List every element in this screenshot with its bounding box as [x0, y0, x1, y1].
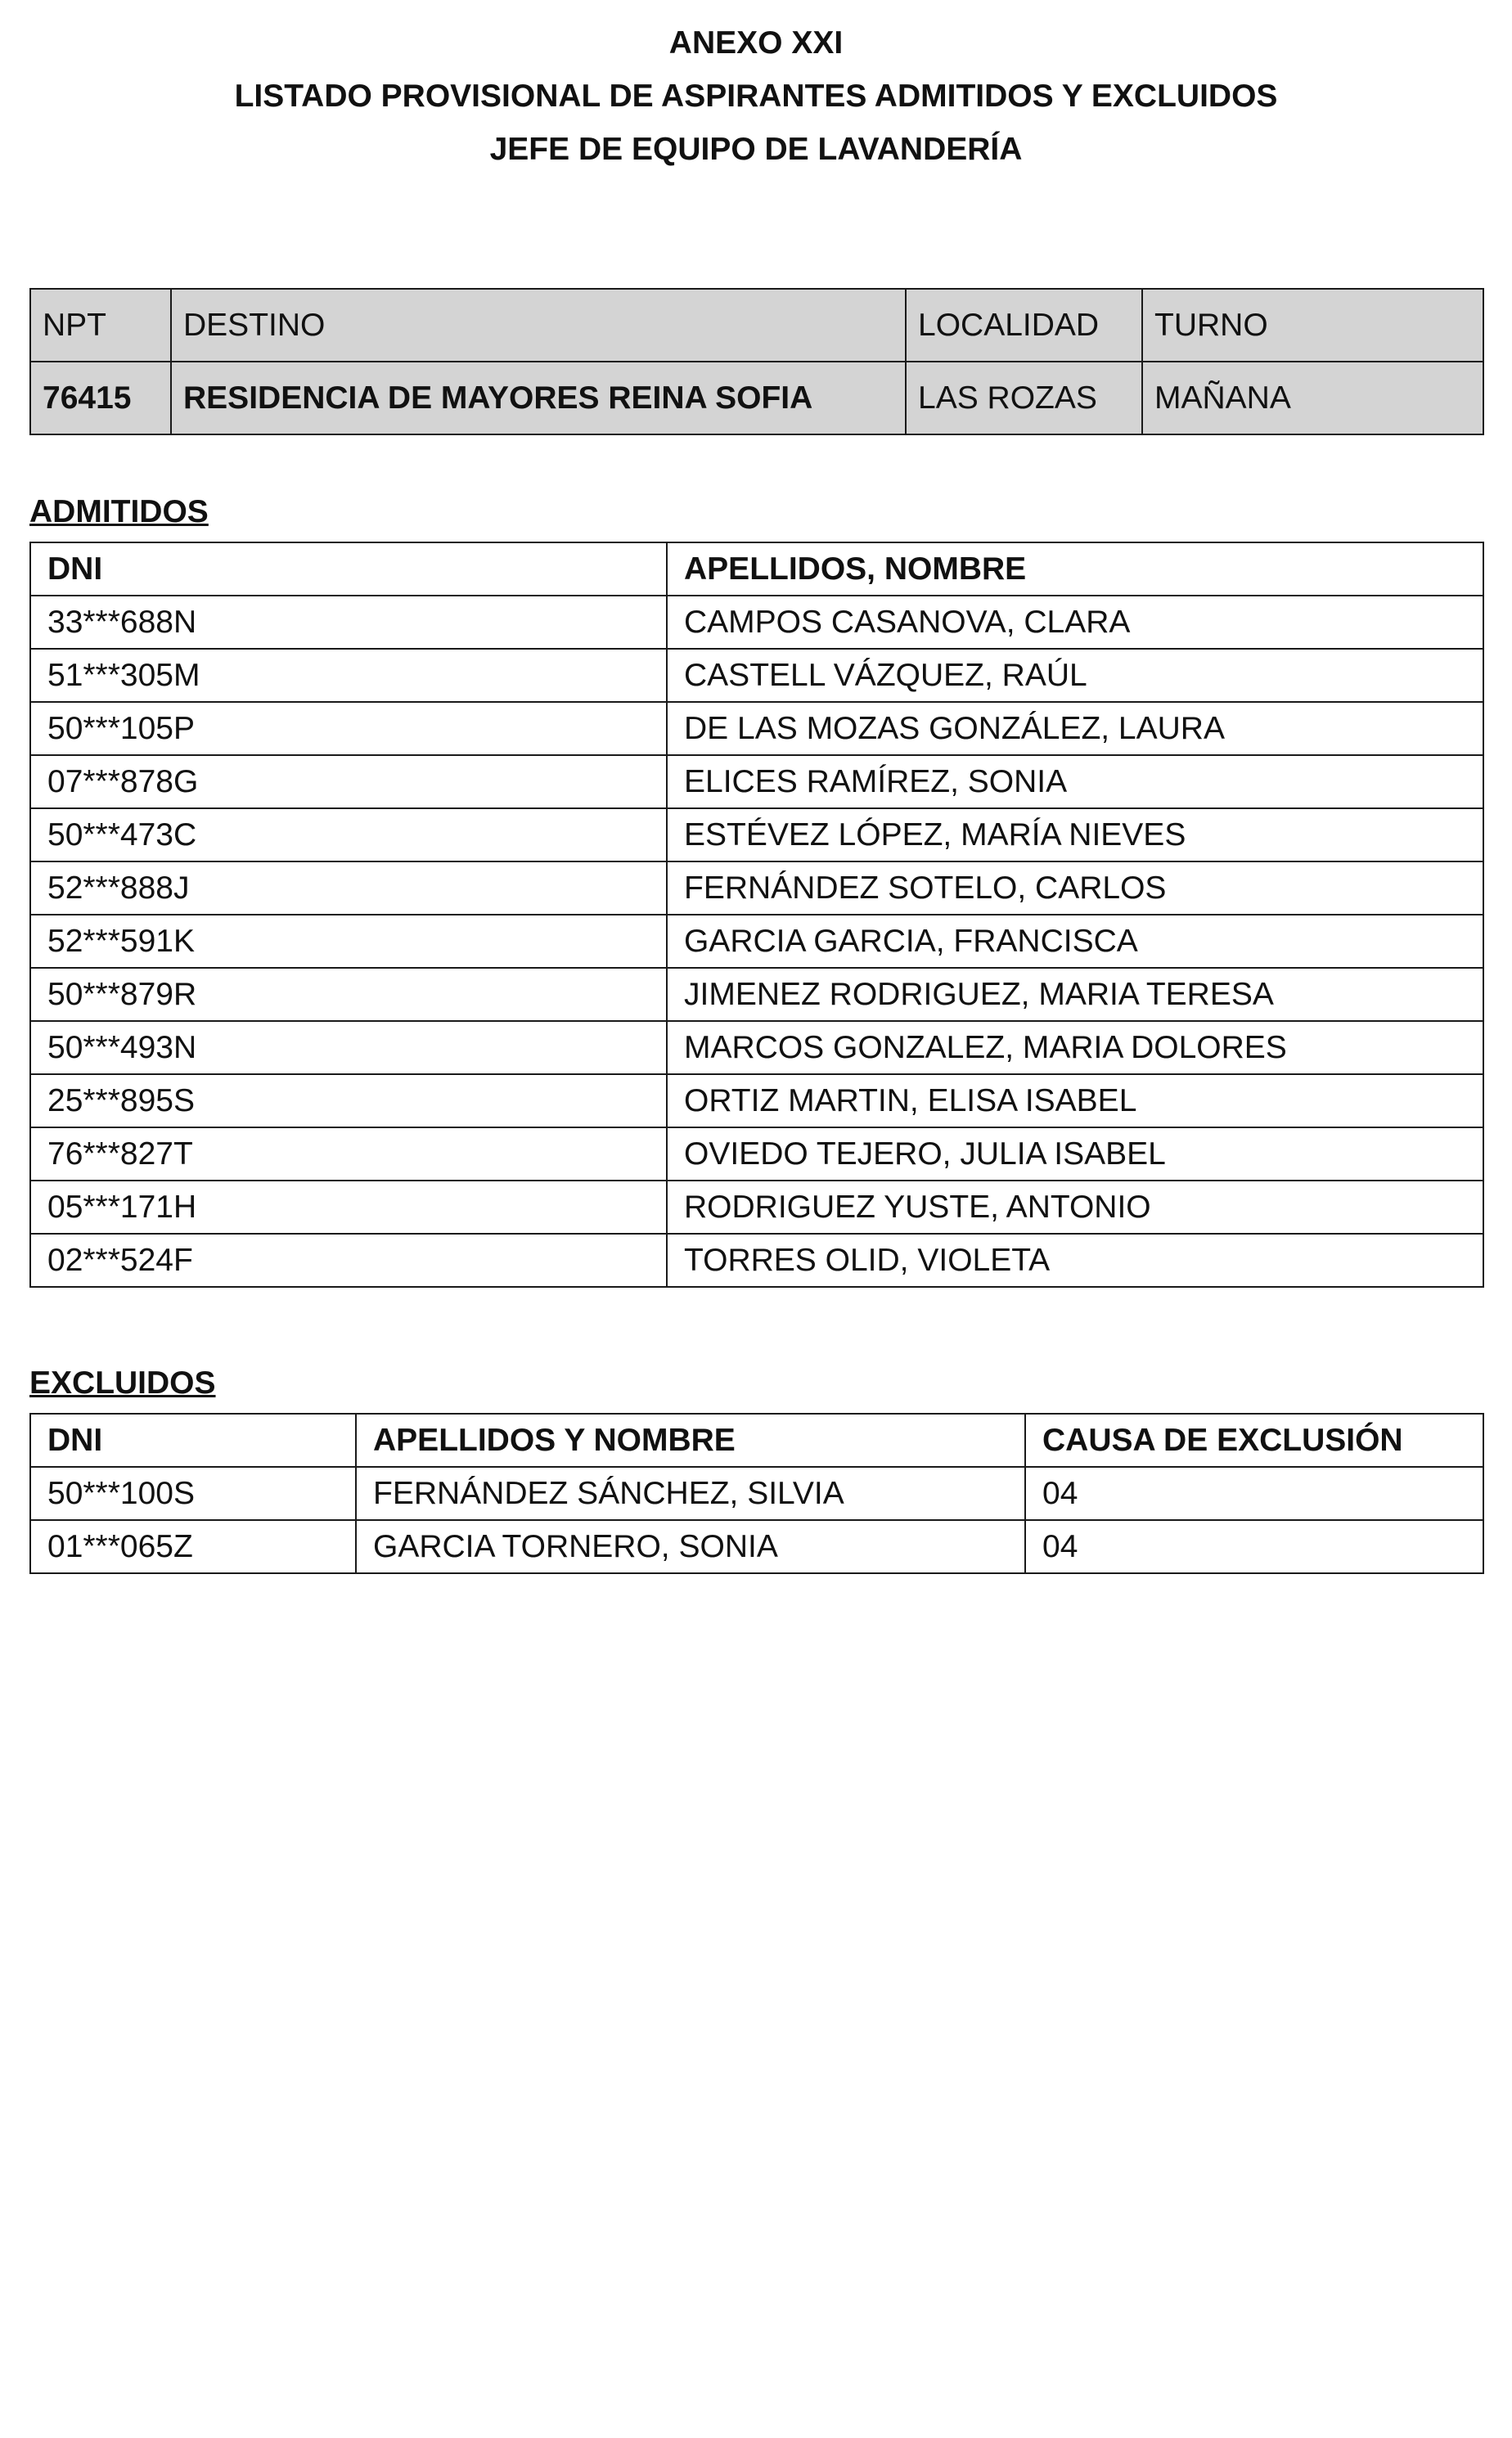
name-cell: GARCIA TORNERO, SONIA	[356, 1520, 1025, 1573]
table-row	[30, 1127, 1483, 1181]
npt-value: 76415	[30, 362, 171, 434]
admitidos-table	[29, 542, 1484, 1288]
table-row	[30, 1074, 1483, 1127]
cause-header: CAUSA DE EXCLUSIÓN	[1025, 1414, 1483, 1467]
table-row	[30, 702, 1483, 755]
name-cell: CAMPOS CASANOVA, CLARA	[667, 596, 1483, 649]
name-header: APELLIDOS, NOMBRE	[667, 542, 1483, 596]
destino-table	[29, 288, 1484, 435]
name-cell: FERNÁNDEZ SÁNCHEZ, SILVIA	[356, 1467, 1025, 1520]
dni-cell: 25***895S	[30, 1074, 667, 1127]
npt-header: NPT	[30, 289, 171, 362]
name-cell: FERNÁNDEZ SOTELO, CARLOS	[667, 861, 1483, 915]
table-row	[30, 968, 1483, 1021]
dni-cell: 50***879R	[30, 968, 667, 1021]
name-header: APELLIDOS Y NOMBRE	[356, 1414, 1025, 1467]
turno-header: TURNO	[1142, 289, 1483, 362]
localidad-header: LOCALIDAD	[906, 289, 1142, 362]
dni-cell: 02***524F	[30, 1234, 667, 1287]
name-cell: ESTÉVEZ LÓPEZ, MARÍA NIEVES	[667, 808, 1483, 861]
destino-value: RESIDENCIA DE MAYORES REINA SOFIA	[171, 362, 906, 434]
table-row	[30, 915, 1483, 968]
table-row	[30, 808, 1483, 861]
name-cell: JIMENEZ RODRIGUEZ, MARIA TERESA	[667, 968, 1483, 1021]
table-row	[30, 861, 1483, 915]
excluidos-table	[29, 1413, 1484, 1574]
name-cell: ELICES RAMÍREZ, SONIA	[667, 755, 1483, 808]
annex-title: ANEXO XXI	[668, 25, 844, 61]
localidad-value: LAS ROZAS	[906, 362, 1142, 434]
dni-cell: 52***888J	[30, 861, 667, 915]
name-cell: GARCIA GARCIA, FRANCISCA	[667, 915, 1483, 968]
table-row	[30, 596, 1483, 649]
admitidos-header-row	[30, 542, 1483, 596]
table-row	[30, 1021, 1483, 1074]
name-cell: MARCOS GONZALEZ, MARIA DOLORES	[667, 1021, 1483, 1074]
dni-cell: 51***305M	[30, 649, 667, 702]
destino-data-row	[30, 362, 1483, 434]
dni-cell: 05***171H	[30, 1181, 667, 1234]
excluidos-header-row	[30, 1414, 1483, 1467]
table-row	[30, 1234, 1483, 1287]
turno-value: MAÑANA	[1142, 362, 1483, 434]
dni-cell: 07***878G	[30, 755, 667, 808]
admitidos-title: ADMITIDOS	[29, 494, 209, 529]
dni-cell: 50***493N	[30, 1021, 667, 1074]
dni-cell: 01***065Z	[30, 1520, 356, 1573]
job-title: JEFE DE EQUIPO DE LAVANDERÍA	[489, 132, 1023, 167]
dni-cell: 50***100S	[30, 1467, 356, 1520]
name-cell: TORRES OLID, VIOLETA	[667, 1234, 1483, 1287]
name-cell: ORTIZ MARTIN, ELISA ISABEL	[667, 1074, 1483, 1127]
cause-cell: 04	[1025, 1520, 1483, 1573]
name-cell: CASTELL VÁZQUEZ, RAÚL	[667, 649, 1483, 702]
destino-header: DESTINO	[171, 289, 906, 362]
excluidos-title: EXCLUIDOS	[29, 1365, 216, 1401]
name-cell: DE LAS MOZAS GONZÁLEZ, LAURA	[667, 702, 1483, 755]
dni-header: DNI	[30, 1414, 356, 1467]
table-row	[30, 1181, 1483, 1234]
table-row	[30, 1520, 1483, 1573]
destino-header-row	[30, 289, 1483, 362]
dni-cell: 50***105P	[30, 702, 667, 755]
name-cell: OVIEDO TEJERO, JULIA ISABEL	[667, 1127, 1483, 1181]
dni-cell: 76***827T	[30, 1127, 667, 1181]
cause-cell: 04	[1025, 1467, 1483, 1520]
dni-cell: 33***688N	[30, 596, 667, 649]
dni-header: DNI	[30, 542, 667, 596]
dni-cell: 50***473C	[30, 808, 667, 861]
list-title: LISTADO PROVISIONAL DE ASPIRANTES ADMITIDOS Y EXCLUIDOS	[234, 79, 1278, 114]
table-row	[30, 649, 1483, 702]
dni-cell: 52***591K	[30, 915, 667, 968]
table-row	[30, 1467, 1483, 1520]
name-cell: RODRIGUEZ YUSTE, ANTONIO	[667, 1181, 1483, 1234]
table-row	[30, 755, 1483, 808]
